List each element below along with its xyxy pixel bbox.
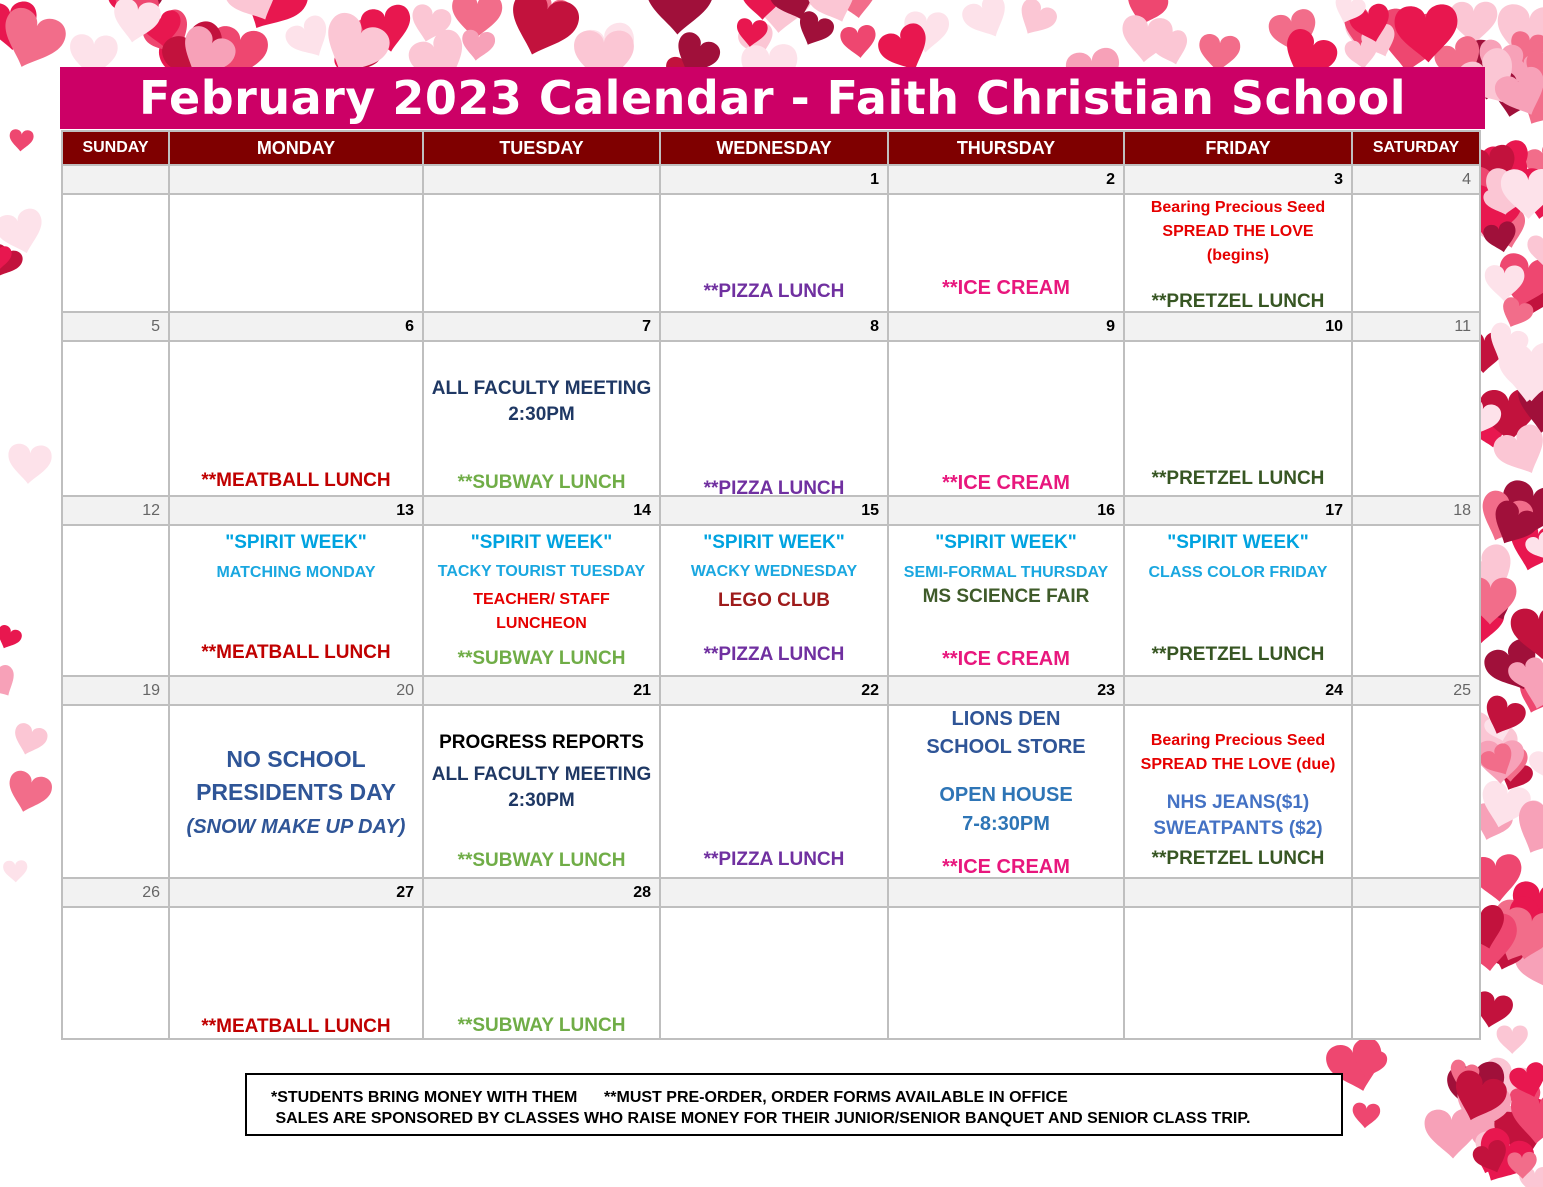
date-number <box>1352 878 1480 907</box>
heart-decoration <box>0 662 22 703</box>
day-cell <box>1124 525 1352 676</box>
sweatpants-event: SWEATPANTS ($2) <box>1153 818 1323 839</box>
ice-cream-event: **ICE CREAM <box>942 277 1070 299</box>
day-cell <box>423 525 660 676</box>
day-cell <box>423 705 660 878</box>
date-number: 9 <box>888 312 1124 341</box>
faculty-meeting-event: ALL FACULTY MEETING <box>431 764 652 785</box>
pretzel-lunch-event: **PRETZEL LUNCH <box>1151 291 1325 312</box>
day-cell <box>1352 341 1480 496</box>
teacher-staff-event: TEACHER/ STAFF <box>473 591 610 608</box>
wacky-wednesday-event: WACKY WEDNESDAY <box>690 563 858 580</box>
heart-decoration <box>1012 0 1061 43</box>
date-number: 6 <box>169 312 423 341</box>
date-number: 10 <box>1124 312 1352 341</box>
date-number <box>888 878 1124 907</box>
day-cell <box>888 705 1124 878</box>
date-number: 1 <box>660 165 888 194</box>
date-row <box>62 312 1480 341</box>
date-number <box>62 165 169 194</box>
day-cell <box>62 525 169 676</box>
lions-den-event: LIONS DEN <box>951 708 1061 730</box>
lego-club-event: LEGO CLUB <box>718 590 830 611</box>
day-header-tuesday: TUESDAY <box>423 131 660 165</box>
heart-decoration <box>0 623 24 653</box>
heart-decoration <box>1351 1102 1381 1129</box>
ice-cream-event: **ICE CREAM <box>942 856 1070 878</box>
heart-decoration <box>6 443 52 485</box>
day-cell <box>888 525 1124 676</box>
spread-the-love-due-event: SPREAD THE LOVE (due) <box>1140 756 1336 773</box>
pizza-lunch-event: **PIZZA LUNCH <box>703 478 845 496</box>
nhs-jeans-event: NHS JEANS($1) <box>1166 792 1310 813</box>
heart-decoration <box>1497 1025 1528 1053</box>
ice-cream-event: **ICE CREAM <box>942 648 1070 670</box>
date-number: 25 <box>1352 676 1480 705</box>
snow-make-up-day-event: (SNOW MAKE UP DAY) <box>186 816 406 838</box>
date-number <box>1124 878 1352 907</box>
date-number: 11 <box>1352 312 1480 341</box>
spirit-week-event: "SPIRIT WEEK" <box>1167 532 1309 553</box>
bearing-precious-seed-event: Bearing Precious Seed <box>1150 199 1326 216</box>
ice-cream-event: **ICE CREAM <box>942 472 1070 494</box>
subway-lunch-event: **SUBWAY LUNCH <box>457 1015 626 1036</box>
day-header-wednesday: WEDNESDAY <box>660 131 888 165</box>
date-number: 2 <box>888 165 1124 194</box>
day-cell <box>1352 194 1480 312</box>
day-cell <box>1124 705 1352 878</box>
date-number: 24 <box>1124 676 1352 705</box>
heart-decoration <box>500 0 583 65</box>
date-number: 19 <box>62 676 169 705</box>
day-cell <box>660 705 888 878</box>
day-cell <box>1352 525 1480 676</box>
day-cell <box>1124 907 1352 1039</box>
events-row <box>62 525 1480 676</box>
open-house-event: OPEN HOUSE <box>939 784 1073 806</box>
day-header-row <box>62 131 1480 165</box>
day-cell <box>423 194 660 312</box>
date-number: 18 <box>1352 496 1480 525</box>
spread-the-love-event: SPREAD THE LOVE <box>1162 223 1314 240</box>
no-school-event: NO SCHOOL <box>226 746 366 772</box>
class-color-friday-event: CLASS COLOR FRIDAY <box>1148 564 1328 581</box>
presidents-day-event: PRESIDENTS DAY <box>196 779 396 805</box>
events-row <box>62 907 1480 1039</box>
date-number: 15 <box>660 496 888 525</box>
day-cell <box>1124 341 1352 496</box>
footer-line-2: SALES ARE SPONSORED BY CLASSES WHO RAISE MONEY FOR THEIR JUNIOR/SENIOR BANQUET AND SENIOR CLASS TRIP. <box>271 1110 1251 1127</box>
date-number: 3 <box>1124 165 1352 194</box>
faculty-meeting-event: ALL FACULTY MEETING <box>431 378 652 399</box>
date-number: 23 <box>888 676 1124 705</box>
day-cell <box>169 525 423 676</box>
pretzel-lunch-event: **PRETZEL LUNCH <box>1151 468 1325 489</box>
heart-decoration <box>8 129 34 153</box>
heart-decoration <box>3 860 28 883</box>
meatball-lunch-event: **MEATBALL LUNCH <box>201 1016 391 1037</box>
day-cell <box>62 341 169 496</box>
day-cell <box>660 907 888 1039</box>
day-cell <box>169 705 423 878</box>
day-header-monday: MONDAY <box>169 131 423 165</box>
date-number: 5 <box>62 312 169 341</box>
pretzel-lunch-event: **PRETZEL LUNCH <box>1151 848 1325 869</box>
heart-decoration <box>839 24 878 60</box>
pizza-lunch-event: **PIZZA LUNCH <box>703 849 845 870</box>
day-cell <box>888 194 1124 312</box>
day-header-friday: FRIDAY <box>1124 131 1352 165</box>
events-row <box>62 705 1480 878</box>
tacky-tourist-tuesday-event: TACKY TOURIST TUESDAY <box>437 563 646 580</box>
page-title: February 2023 Calendar - Faith Christian School <box>60 67 1485 129</box>
day-cell <box>169 907 423 1039</box>
date-number: 22 <box>660 676 888 705</box>
day-cell <box>660 194 888 312</box>
heart-decoration <box>459 29 496 63</box>
heart-decoration <box>2 768 54 817</box>
open-house-time: 7-8:30PM <box>962 813 1050 835</box>
date-number: 12 <box>62 496 169 525</box>
date-number: 28 <box>423 878 660 907</box>
spread-the-love-begins: (begins) <box>1206 247 1270 264</box>
day-cell <box>660 525 888 676</box>
date-row <box>62 496 1480 525</box>
bearing-precious-seed-event: Bearing Precious Seed <box>1150 732 1326 749</box>
day-cell <box>62 705 169 878</box>
date-number <box>423 165 660 194</box>
faculty-meeting-time: 2:30PM <box>508 790 575 811</box>
day-cell <box>423 907 660 1039</box>
day-cell <box>888 907 1124 1039</box>
day-cell <box>169 194 423 312</box>
school-store-event: SCHOOL STORE <box>926 736 1086 758</box>
pizza-lunch-event: **PIZZA LUNCH <box>703 644 845 665</box>
day-header-saturday: SATURDAY <box>1352 131 1480 165</box>
date-number: 17 <box>1124 496 1352 525</box>
pretzel-lunch-event: **PRETZEL LUNCH <box>1151 644 1325 665</box>
date-number: 21 <box>423 676 660 705</box>
day-cell <box>169 341 423 496</box>
day-cell <box>660 341 888 496</box>
faculty-meeting-time: 2:30PM <box>508 404 575 425</box>
date-number: 16 <box>888 496 1124 525</box>
heart-decoration <box>959 0 1016 46</box>
teacher-luncheon-event: LUNCHEON <box>496 615 587 632</box>
date-row <box>62 878 1480 907</box>
day-header-thursday: THURSDAY <box>888 131 1124 165</box>
date-number: 14 <box>423 496 660 525</box>
day-cell <box>1352 705 1480 878</box>
meatball-lunch-event: **MEATBALL LUNCH <box>201 642 391 663</box>
date-number: 27 <box>169 878 423 907</box>
spirit-week-event: "SPIRIT WEEK" <box>470 532 613 553</box>
footer-note <box>245 1073 1343 1136</box>
subway-lunch-event: **SUBWAY LUNCH <box>457 472 626 493</box>
date-number: 13 <box>169 496 423 525</box>
meatball-lunch-event: **MEATBALL LUNCH <box>201 470 391 491</box>
date-row <box>62 676 1480 705</box>
spirit-week-event: "SPIRIT WEEK" <box>225 532 367 553</box>
date-number: 8 <box>660 312 888 341</box>
calendar-grid <box>61 130 1481 1040</box>
date-number: 20 <box>169 676 423 705</box>
spirit-week-event: "SPIRIT WEEK" <box>935 532 1077 553</box>
subway-lunch-event: **SUBWAY LUNCH <box>457 648 626 669</box>
progress-reports-event: PROGRESS REPORTS <box>439 732 644 753</box>
day-header-sunday: SUNDAY <box>62 131 169 165</box>
date-number <box>169 165 423 194</box>
heart-decoration <box>9 721 49 759</box>
date-number: 4 <box>1352 165 1480 194</box>
semi-formal-thursday-event: SEMI-FORMAL THURSDAY <box>903 564 1109 581</box>
matching-monday-event: MATCHING MONDAY <box>216 564 376 581</box>
footer-line-1: *STUDENTS BRING MONEY WITH THEM **MUST PRE-ORDER, ORDER FORMS AVAILABLE IN OFFICE <box>271 1089 1068 1106</box>
day-cell <box>423 341 660 496</box>
events-row <box>62 194 1480 312</box>
day-cell <box>1124 194 1352 312</box>
science-fair-event: MS SCIENCE FAIR <box>922 586 1090 607</box>
day-cell <box>62 194 169 312</box>
day-cell <box>1352 907 1480 1039</box>
spirit-week-event: "SPIRIT WEEK" <box>703 532 845 553</box>
day-cell <box>888 341 1124 496</box>
date-number: 7 <box>423 312 660 341</box>
date-row <box>62 165 1480 194</box>
pizza-lunch-event: **PIZZA LUNCH <box>703 281 845 302</box>
date-number: 26 <box>62 878 169 907</box>
events-row <box>62 341 1480 496</box>
subway-lunch-event: **SUBWAY LUNCH <box>457 850 626 871</box>
date-number <box>660 878 888 907</box>
day-cell <box>62 907 169 1039</box>
heart-decoration <box>644 0 714 36</box>
